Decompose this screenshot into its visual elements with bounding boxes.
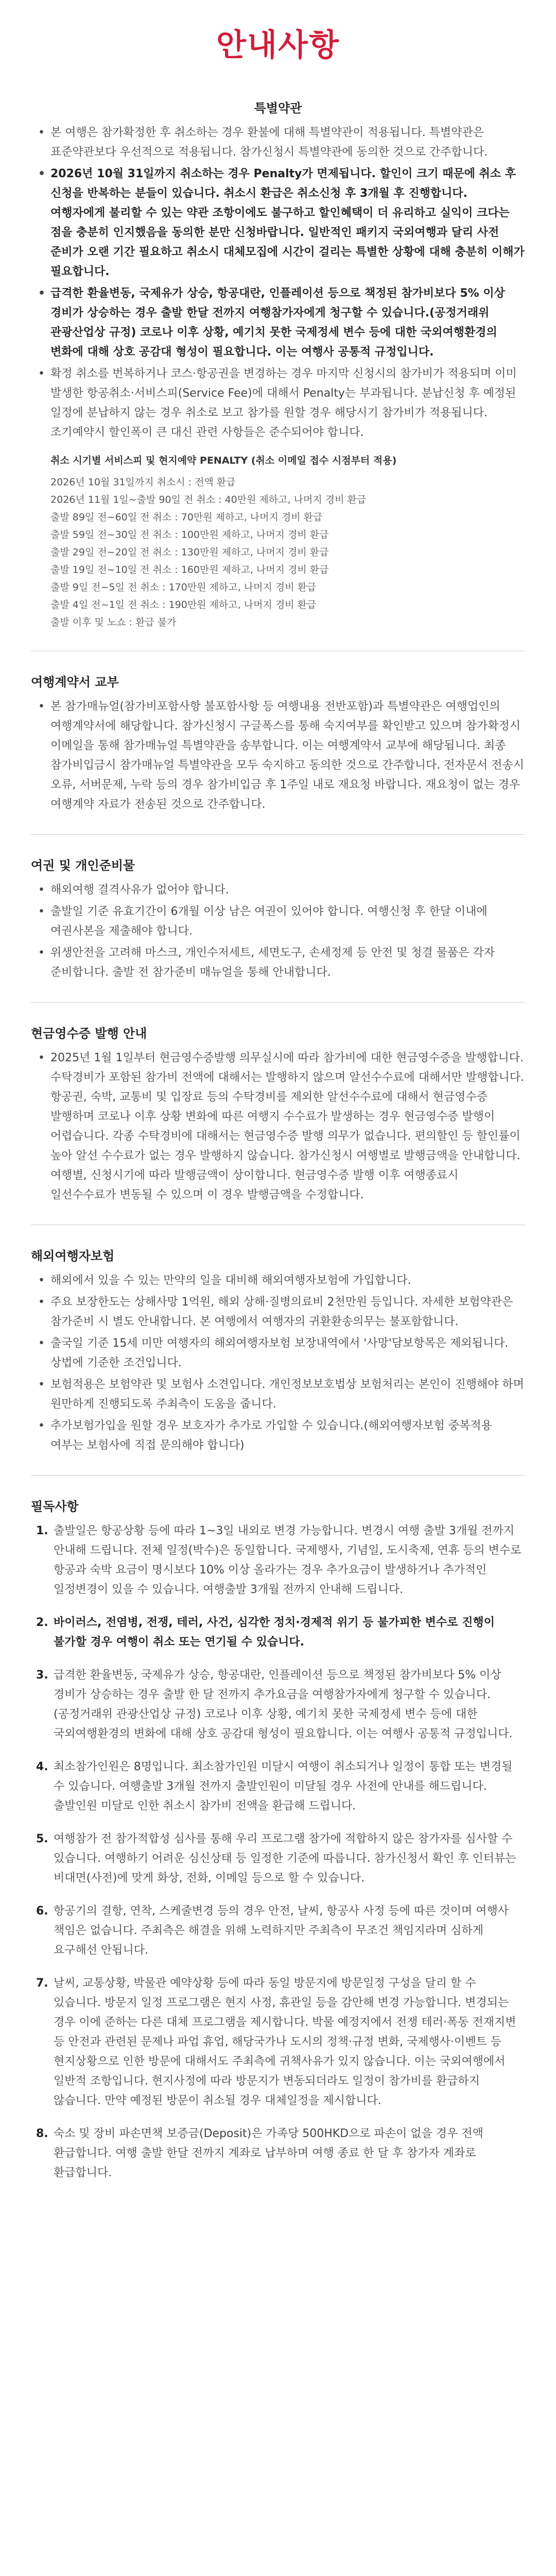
item-text: 최소참가인원은 8명입니다. 최소참가인원 미달시 여행이 취소되거나 일정이 통합 또는 변경될 수 있습니다. 여행출발 3개월 전까지 출발인원이 미달될 경우 사전에 안내를 해드립니다. 출발인원 미달로 인한 취소시 참가비 전액을 환급해 드립니다. [54, 1760, 513, 1812]
list-item: • 출발일 기준 유효기간이 6개월 이상 남은 여권이 있어야 합니다. 여행신청 후 한달 이내에 여권사본을 제출해야 합니다. [36, 902, 525, 941]
item-number: 3. [36, 1669, 48, 1682]
bullet-list [36, 697, 525, 815]
fee-row: 출발 4일 전~1일 전 취소 : 190만원 제하고, 나머지 경비 환급 [50, 599, 317, 611]
section-body [31, 880, 525, 982]
fee-row: 출발 9일 전~5일 전 취소 : 170만원 제하고, 나머지 경비 환급 [50, 582, 317, 593]
list-item: • 2026년 10월 31일까지 취소하는 경우 Penalty가 면제됩니다. 할인이 크기 때문에 취소 후 신청을 반복하는 분들이 있습니다. 취소시 환급은 취소신청 후 3개월 후 진행합니다. 여행자에게 불리할 수 있는 약관 조항이에도 불구하고 할인혜택이 더 유리하고 실익이 크다는 점을 충분히 인지했음을 동의한 분만 신청바랍니다. 일반적인 패키지 국외여행과 달리 사전 준비가 오랜 기간 필요하고 취소시 대체모집에 시간이 걸리는 특별한 상황에 대해 충분히 이해가 필요합니다. [36, 164, 525, 282]
section-0 [31, 98, 525, 651]
item-text: 바이러스, 전염병, 전쟁, 테러, 사건, 심각한 정치·경제적 위기 등 불가피한 변수로 진행이 불가할 경우 여행이 취소 또는 연기될 수 있습니다. [54, 1616, 495, 1649]
item-text: 날씨, 교통상황, 박물관 예약상황 등에 따라 동일 방문지에 방문일정 구성을 달리 할 수 있습니다. 방문지 일정 프로그램은 현지 사정, 휴관일 등을 감안해 변경 가능합니다. 변경되는 경우 이에 준하는 다른 대체 프로그램을 제시합니다. 박물 예정지에서 전쟁 테러·폭동 전재지변 등 안전과 관련된 문제나 파업 휴업, 해당국가나 도시의 정책·규정 변화, 국제행사·이벤트 등 현지상황으로 인한 방문에 대해서도 주최측에 귀책사유가 있지 않습니다. 이는 국외여행에서 일반적 조항입니다. 현지사정에 따라 방문지가 변동되더라도 일정이 참가비를 환급하지 않습니다. 만약 예정된 방문이 취소될 경우 대체일정을 제시합니다. [54, 1977, 516, 2107]
section-4 [31, 1246, 525, 1476]
list-item [36, 1902, 525, 1960]
list-item: • 확정 취소를 번복하거나 코스·항공권을 변경하는 경우 마지막 신청시의 참가비가 적용되며 이미 발생한 항공취소·서비스피(Service Fee)에 대해서 Penalty는 부과됩니다. 분납신청 후 예정된 일정에 분납하지 않는 경우 취소로 보고 참가를 원할 경우 해당시기 참가비가 적용됩니다. 조기예약시 할인폭이 큰 대신 관련 사항들은 준수되어야 합니다. [36, 364, 525, 443]
section-body [31, 1521, 525, 2183]
bullet-list [36, 880, 525, 982]
section-2 [31, 855, 525, 1003]
list-item: • 본 여행은 참가확정한 후 취소하는 경우 환불에 대해 특별약관이 적용됩니다. 특별약관은 표준약관보다 우선적으로 적용됩니다. 참가신청시 특별약관에 동의한 것으로 간주합니다. [36, 123, 525, 162]
section-body [31, 1048, 525, 1205]
section-body [31, 697, 525, 815]
list-item [36, 1521, 525, 1600]
section-heading: 특별약관 [254, 101, 302, 115]
section-body [31, 1271, 525, 1455]
list-item [36, 1974, 525, 2111]
list-item: • 2025년 1월 1일부터 현금영수증발행 의무실시에 따라 참가비에 대한 현금영수증을 발행합니다. 수탁경비가 포함된 참가비 전액에 대해서는 발행하지 않으며 알선수수료에 대해서만 발행합니다. 항공권, 숙박, 교통비 및 입장료 등의 수탁경비를 제외한 알선수수료에 대해서 현금영수증 발행하며 코로나 이후 상황 변화에 따른 여행지 수수료가 발생하는 경우 현금영수증 발행이 어렵습니다. 각종 수탁경비에 대해서는 현금영수증 발행 의무가 없습니다. 편의할인 등 할인률이 높아 알선 수수료가 없는 경우 발행하지 않습니다. 참가신청시 여행별로 발행금액을 안내합니다. 여행별, 신청시기에 따라 발행금액이 상이합니다. 현금영수증 발행 이후 여행종료시 일선수수료가 변동될 수 있으며 이 경우 발행금액을 수정합니다. [36, 1048, 525, 1205]
fee-row: 출발 이후 및 노쇼 : 환급 불가 [50, 617, 177, 628]
item-number: 8. [36, 2127, 48, 2140]
section-5 [31, 1496, 525, 2183]
list-item: • 추가보험가입을 원할 경우 보호자가 추가로 가입할 수 있습니다.(해외여행자보험 중복적용 여부는 보험사에 직접 문의해야 합니다) [36, 1416, 525, 1455]
list-item: • 해외에서 있을 수 있는 만약의 일을 대비해 해외여행자보험에 가입합니다. [36, 1271, 525, 1291]
notice-sections [31, 98, 525, 2183]
list-item: • 주요 보장한도는 상해사망 1억원, 해외 상해·질병의료비 2천만원 등입니다. 자세한 보험약관은 참가준비 시 별도 안내합니다. 본 여행에서 여행자의 귀환환송의무는 불포함합니다. [36, 1293, 525, 1332]
bullet-list [36, 1271, 525, 1455]
list-item: • 급격한 환율변동, 국제유가 상승, 항공대란, 인플레이션 등으로 책정된 참가비보다 5% 이상 경비가 상승하는 경우 출발 한달 전까지 여행참가자에게 청구할 수 있습니다.(공정거래위 관광산업상 규정) 코로나 이후 상황, 예기치 못한 국제정세 변수 등에 대한 국외여행환경의 변화에 대해 상호 공감대 형성이 필요합니다. 이는 여행사 공통적 규정입니다. [36, 284, 525, 362]
list-item: • 위생안전을 고려해 마스크, 개인수저세트, 세면도구, 손세정제 등 안전 및 청결 물품은 각자 준비합니다. 출발 전 참가준비 매뉴얼을 통해 안내합니다. [36, 943, 525, 982]
fee-row: 2026년 10월 31일까지 취소시 : 전액 환급 [50, 477, 236, 488]
numbered-list [36, 1521, 525, 2183]
section-divider [31, 1475, 525, 1476]
list-item [36, 1613, 525, 1652]
fee-row: 출발 29일 전~20일 전 취소 : 130만원 제하고, 나머지 경비 환급 [50, 547, 329, 558]
item-text: 출발일은 항공상황 등에 따라 1~3일 내외로 변경 가능합니다. 변경시 여행 출발 3개월 전까지 안내해 드립니다. 전체 일정(박수)은 동일합니다. 국제행사, 기념일, 도시축제, 연휴 등의 변수로 항공과 숙박 요금이 명시보다 10% 이상 올라가는 경우 추가요금이 발생하거나 추가적인 일정변경이 있을 수 있습니다. 여행출발 3개월 전까지 안내해 드립니다. [54, 1524, 522, 1596]
section-heading: 현금영수증 발행 안내 [31, 1026, 147, 1041]
item-text: 여행참가 전 참가적합성 심사를 통해 우리 프로그램 참가에 적합하지 않은 참가자를 심사할 수 있습니다. 여행하기 어려운 심신상태 등 일정한 기준에 따릅니다. 참가신청서 확인 후 인터뷰는 비대면(사전)에 맞게 화상, 전화, 이메일 등으로 할 수 있습니다. [54, 1833, 516, 1885]
page-title: 안내사항 [216, 27, 340, 63]
list-item [36, 1757, 525, 1816]
section-divider [31, 1002, 525, 1003]
list-item: • 보험적용은 보험약관 및 보험사 소견입니다. 개인정보보호법상 보험처리는 본인이 진행해야 하며 원만하게 진행되도록 주최측이 도움을 줍니다. [36, 1375, 525, 1414]
fee-row: 2026년 11월 1일~출발 90일 전 취소 : 40만원 제하고, 나머지 경비 환급 [50, 494, 367, 505]
list-item [36, 1666, 525, 1744]
item-number: 6. [36, 1905, 48, 1918]
item-number: 2. [36, 1616, 48, 1629]
list-item: • 출국일 기준 15세 미만 여행자의 해외여행자보험 보장내역에서 '사망'담보항목은 제외됩니다. 상법에 기준한 조건입니다. [36, 1334, 525, 1373]
list-item: • 본 참가매뉴얼(참가비포함사항 불포함사항 등 여행내용 전반포함)과 특별약관은 여행업인의 여행계약서에 해당합니다. 참가신청시 구글폭스를 통해 숙지여부를 확인받고 있으며 참가확정시 이메일을 통해 참가매뉴얼 특별약관을 송부합니다. 이는 여행계약서 교부에 해당됩니다. 최종 참가비입금시 참가매뉴얼 특별약관을 모두 숙지하고 동의한 것으로 간주합니다. 전자문서 전송시 오류, 서버문제, 누락 등의 경우 참가비입금 후 1주일 내로 재요청 바랍니다. 재요청이 없는 경우 여행계약 자료가 전송된 것으로 간주합니다. [36, 697, 525, 815]
section-heading: 여권 및 개인준비물 [31, 858, 135, 873]
section-heading: 여행계약서 교부 [31, 675, 119, 689]
item-text: 급격한 환율변동, 국제유가 상승, 항공대란, 인플레이션 등으로 책정된 참가비보다 5% 이상 경비가 상승하는 경우 출발 한 달 전까지 추가요금을 여행참가자에게 청구할 수 있습니다. (공정거래위 관광산업상 규정) 코로나 이후 상황, 예기치 못한 국제정세 변수 등에 대한 국외여행환경의 변화에 대해 상호 공감대 형성이 필요합니다. 이는 여행사 공통적 규정입니다. [54, 1669, 513, 1740]
section-heading: 해외여행자보험 [31, 1249, 115, 1263]
list-item [36, 1829, 525, 1888]
item-number: 4. [36, 1760, 48, 1773]
fee-row: 출발 19일 전~10일 전 취소 : 160만원 제하고, 나머지 경비 환급 [50, 564, 329, 575]
fee-row: 출발 89일 전~60일 전 취소 : 70만원 제하고, 나머지 경비 환급 [50, 512, 323, 523]
bullet-list [36, 123, 525, 443]
section-3 [31, 1023, 525, 1225]
section-divider [31, 834, 525, 835]
section-body [31, 123, 525, 631]
section-1 [31, 672, 525, 835]
section-heading: 필독사항 [31, 1499, 79, 1514]
item-number: 5. [36, 1833, 48, 1845]
fee-row: 출발 59일 전~30일 전 취소 : 100만원 제하고, 나머지 경비 환급 [50, 529, 329, 540]
list-item: • 해외여행 결격사유가 없어야 합니다. [36, 880, 525, 900]
item-text: 항공기의 결항, 연착, 스케줄변경 등의 경우 안전, 날씨, 항공사 사정 등에 따른 것이며 여행사 책임은 없습니다. 주최측은 해결을 위해 노력하지만 주최측이 무조건 책임지라며 심하게 요구해선 안됩니다. [54, 1905, 509, 1957]
list-item [36, 2124, 525, 2183]
cancellation-fee-table [50, 452, 525, 631]
item-number: 7. [36, 1977, 48, 1990]
bullet-list [36, 1048, 525, 1205]
fee-table-title: 취소 시기별 서비스피 및 현지예약 PENALTY (취소 이메일 접수 시점부터 적용) [50, 455, 397, 466]
item-number: 1. [36, 1524, 48, 1537]
item-text: 숙소 및 장비 파손면책 보증금(Deposit)은 가족당 500HKD으로 파손이 없을 경우 전액 환급합니다. 여행 출발 한달 전까지 계좌로 납부하며 여행 종료 한 달 후 참가자 계좌로 환급합니다. [54, 2127, 483, 2179]
